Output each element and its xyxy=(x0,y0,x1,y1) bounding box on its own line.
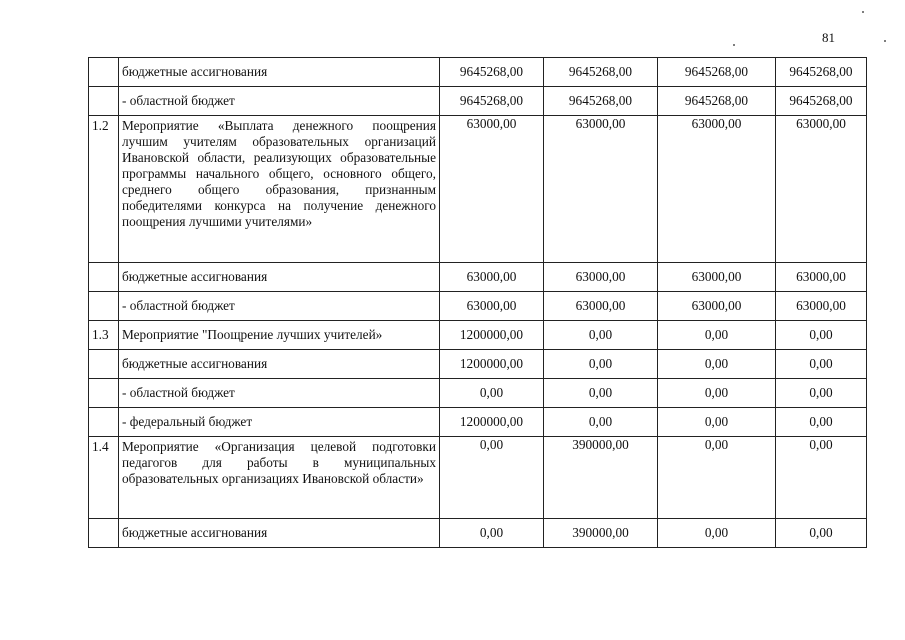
value-cell: 9645268,00 xyxy=(776,87,867,116)
value-cell: 1200000,00 xyxy=(440,408,544,437)
value-cell: 0,00 xyxy=(440,437,544,519)
row-description: Мероприятие «Выплата денежного поощрения лучшим учителям образовательных организаций Ивановской области, реализующих образовательные программы начального общего, основного общего, среднего общего образования, признанным победителями конкурса на получение денежного поощрения лучшими учителями» xyxy=(119,116,440,263)
value-cell: 9645268,00 xyxy=(658,87,776,116)
value-cell: 63000,00 xyxy=(658,116,776,263)
value-cell: 390000,00 xyxy=(544,519,658,548)
table-row xyxy=(89,519,867,548)
row-description: - областной бюджет xyxy=(119,87,440,116)
row-description: бюджетные ассигнования xyxy=(119,58,440,87)
row-number xyxy=(89,263,119,292)
value-cell: 63000,00 xyxy=(440,116,544,263)
row-description: - федеральный бюджет xyxy=(119,408,440,437)
row-description: бюджетные ассигнования xyxy=(119,263,440,292)
value-cell: 0,00 xyxy=(776,379,867,408)
value-cell: 63000,00 xyxy=(776,292,867,321)
scan-speck xyxy=(733,44,735,46)
table-row xyxy=(89,87,867,116)
row-number xyxy=(89,87,119,116)
value-cell: 63000,00 xyxy=(544,292,658,321)
value-cell: 9645268,00 xyxy=(776,58,867,87)
row-description: - областной бюджет xyxy=(119,292,440,321)
row-description: Мероприятие «Организация целевой подготовки педагогов для работы в муниципальных образовательных организациях Ивановской области» xyxy=(119,437,440,519)
value-cell: 0,00 xyxy=(544,350,658,379)
table-row xyxy=(89,379,867,408)
value-cell: 63000,00 xyxy=(776,263,867,292)
row-description: Мероприятие "Поощрение лучших учителей» xyxy=(119,321,440,350)
row-number: 1.3 xyxy=(89,321,119,350)
table-row xyxy=(89,321,867,350)
table-row xyxy=(89,263,867,292)
row-description: бюджетные ассигнования xyxy=(119,519,440,548)
table-row xyxy=(89,437,867,519)
budget-table xyxy=(88,57,867,548)
value-cell: 0,00 xyxy=(544,321,658,350)
value-cell: 0,00 xyxy=(658,321,776,350)
value-cell: 0,00 xyxy=(440,519,544,548)
row-description: - областной бюджет xyxy=(119,379,440,408)
value-cell: 0,00 xyxy=(658,379,776,408)
value-cell: 63000,00 xyxy=(440,292,544,321)
value-cell: 0,00 xyxy=(544,379,658,408)
value-cell: 9645268,00 xyxy=(658,58,776,87)
value-cell: 9645268,00 xyxy=(544,87,658,116)
scan-speck xyxy=(884,40,886,42)
value-cell: 1200000,00 xyxy=(440,350,544,379)
value-cell: 63000,00 xyxy=(544,263,658,292)
row-number xyxy=(89,379,119,408)
value-cell: 9645268,00 xyxy=(440,58,544,87)
value-cell: 1200000,00 xyxy=(440,321,544,350)
value-cell: 0,00 xyxy=(776,350,867,379)
value-cell: 0,00 xyxy=(776,519,867,548)
value-cell: 0,00 xyxy=(776,321,867,350)
value-cell: 9645268,00 xyxy=(440,87,544,116)
value-cell: 0,00 xyxy=(658,519,776,548)
value-cell: 63000,00 xyxy=(658,263,776,292)
row-number: 1.4 xyxy=(89,437,119,519)
row-number: 1.2 xyxy=(89,116,119,263)
value-cell: 0,00 xyxy=(658,350,776,379)
page-number: 81 xyxy=(822,30,835,45)
value-cell: 0,00 xyxy=(776,408,867,437)
value-cell: 63000,00 xyxy=(440,263,544,292)
row-number xyxy=(89,58,119,87)
table-row xyxy=(89,408,867,437)
row-description: бюджетные ассигнования xyxy=(119,350,440,379)
row-number xyxy=(89,292,119,321)
table-row xyxy=(89,350,867,379)
value-cell: 0,00 xyxy=(658,437,776,519)
value-cell: 63000,00 xyxy=(544,116,658,263)
value-cell: 390000,00 xyxy=(544,437,658,519)
value-cell: 9645268,00 xyxy=(544,58,658,87)
table-row xyxy=(89,58,867,87)
table-row xyxy=(89,292,867,321)
value-cell: 63000,00 xyxy=(658,292,776,321)
table-row xyxy=(89,116,867,263)
value-cell: 0,00 xyxy=(776,437,867,519)
value-cell: 0,00 xyxy=(658,408,776,437)
scan-speck xyxy=(862,11,864,13)
row-number xyxy=(89,408,119,437)
value-cell: 63000,00 xyxy=(776,116,867,263)
value-cell: 0,00 xyxy=(544,408,658,437)
row-number xyxy=(89,519,119,548)
row-number xyxy=(89,350,119,379)
value-cell: 0,00 xyxy=(440,379,544,408)
